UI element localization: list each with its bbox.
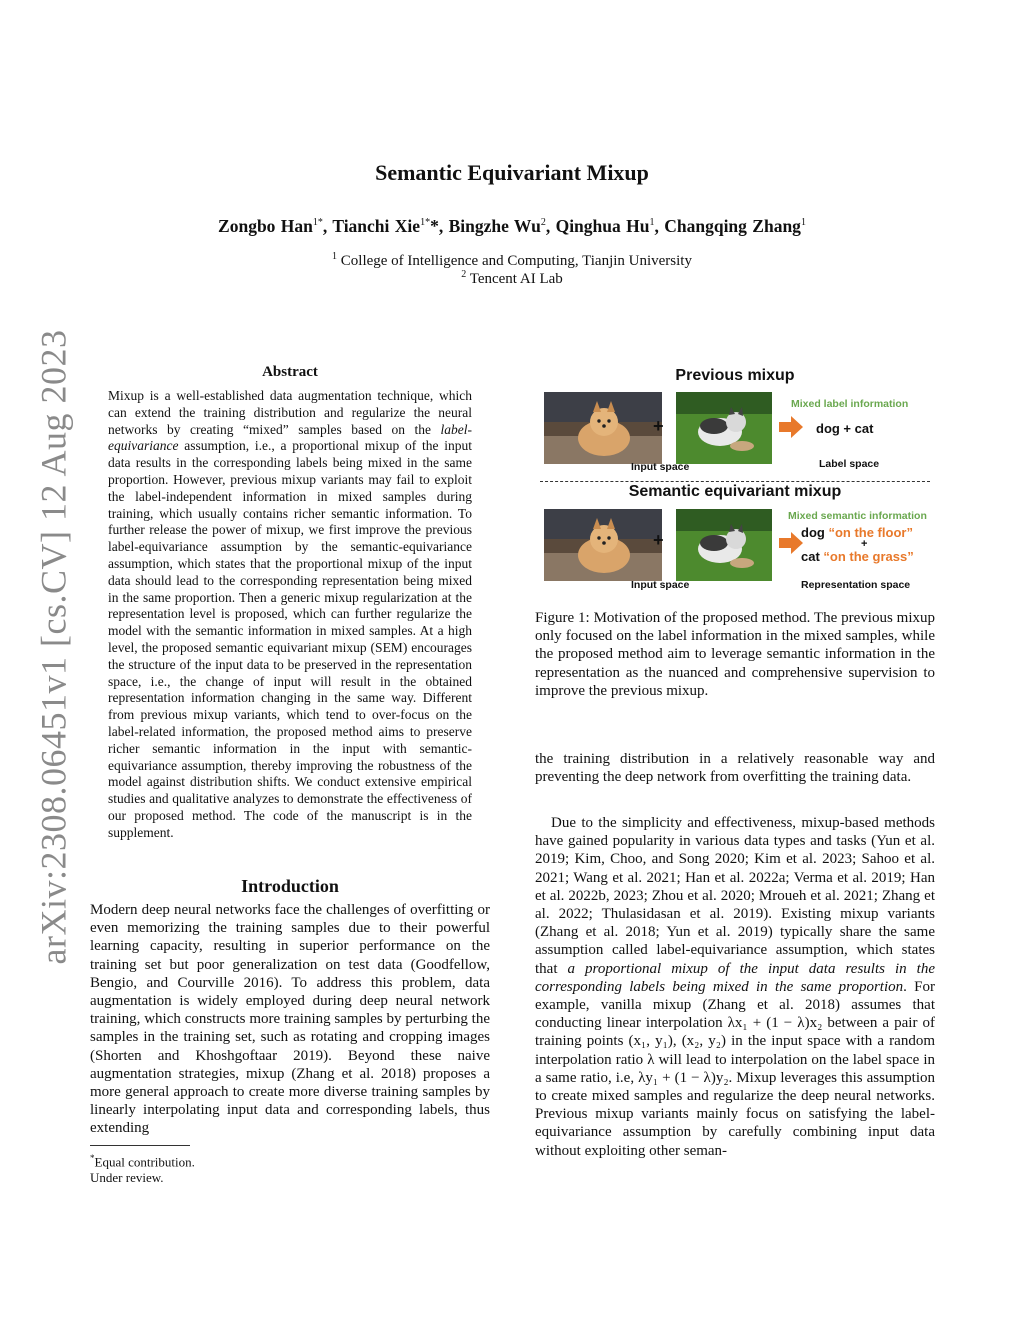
author-name: Qinghua Hu [555, 216, 650, 236]
abstract-body [108, 388, 472, 842]
plus-sign: + [653, 416, 664, 436]
author-sep: *, [430, 216, 449, 236]
arxiv-stamp-text: arXiv:2308.06451v1 [cs.CV] 12 Aug 2023 [33, 329, 73, 965]
figure-1 [535, 362, 935, 602]
author-sep: , [654, 216, 665, 236]
author-sup: 2 [540, 217, 546, 229]
introduction-body: Modern deep neural networks face the challenges of overfitting or even memorizing the training samples due to their powerful learning capacity, resulting in superior performance on the training set but poor generalization on test data (Goodfellow, Bengio, and Courville 2016). To address this problem, data augmentation is widely employed during deep neural network training, which constructs more training samples by perturbing the samples in the training set, such as rotating and cropping images (Shorten and Khoshgoftaar 2019). Beyond these naive augmentation strategies, mixup (Zhang et al. 2018) proposes a more general approach to create more diverse training samples by linearly interpolating input data and corresponding labels, thus extending [90, 902, 490, 1137]
right-column-paragraph-2 [535, 814, 935, 1160]
abstract-emphasis: label-equivariance [108, 421, 472, 454]
author-name: Changqing Zhang [664, 216, 801, 236]
cat-semantic-label [801, 549, 914, 564]
dog-image [544, 509, 662, 581]
cat-word: cat [801, 549, 820, 564]
affiliation-1 [0, 251, 1024, 270]
dog-word: dog [801, 525, 825, 540]
on-the-grass-phrase: “on the grass” [823, 549, 914, 564]
label-space-label: Label space [819, 458, 880, 470]
cat-image [676, 392, 772, 464]
abstract-heading: Abstract [262, 364, 318, 380]
arrow-icon [779, 532, 803, 554]
author-sup: 1* [420, 217, 431, 229]
author-name: Tianchi Xie [332, 216, 421, 236]
input-space-label: Input space [631, 461, 690, 473]
dog-plus-cat-label: dog + cat [816, 421, 874, 436]
on-the-floor-phrase: “on the floor” [828, 525, 913, 540]
abstract-text: assumption, i.e., a proportional mixup of the input data results in the corresponding labels being mixed in the same proportion. However, previous mixup variants may fail to exploit the label-independent information in mixed samples during training, which usually contains richer semantic information. To further release the power of mixup, we first improve the previous label-equivariance assumption by the semantic-equivariance assumption, which states that the proportional mixup of the input data should lead to the corresponding representation being mixed in the same proportion. Then a generic mixup regularization at the representation level is proposed, which can further regularize the model with the semantic information in mixed samples. At a high level, the proposed semantic equivariant mixup (SEM) encourages the structure of the input data to be preserved in the representation space, i.e., the change of input will result in the obtained representation information changing in the same way. Different from previous mixup variants, which tend to over-focus on the label-related information, the proposed method aims to preserve richer semantic information in the input with semantic-equivariance assumption, thereby improving the robustness of the model against distribution shifts. We conduct extensive empirical studies and qualitative analyzes to demonstrate the effectiveness of our proposed method. The code of the manuscript is in the supplement. [108, 438, 472, 840]
plus-sign: + [861, 538, 868, 550]
semantic-mixup-title: Semantic equivariant mixup [628, 483, 842, 500]
author-sup: 1* [312, 217, 323, 229]
author-sup: 1 [800, 217, 806, 229]
footnote [90, 1150, 195, 1186]
author-name: Bingzhe Wu [448, 216, 541, 236]
footnote-note: Under review. [90, 1170, 164, 1186]
author-sup: 1 [649, 217, 655, 229]
affiliation-2 [0, 269, 1024, 288]
dog-image [544, 392, 662, 464]
previous-mixup-title: Previous mixup [675, 367, 795, 384]
footnote-rule [90, 1145, 190, 1146]
affiliation-text: Tencent AI Lab [466, 271, 563, 287]
author-name: Zongbo Han [218, 216, 313, 236]
arrow-icon [779, 416, 803, 438]
mixed-semantic-info: Mixed semantic information [788, 510, 927, 522]
dashed-divider [540, 481, 930, 482]
affiliation-sup: 1 [332, 251, 338, 262]
author-sep: , [322, 216, 333, 236]
footnote-sup: * [90, 1153, 95, 1163]
representation-space-label: Representation space [801, 579, 911, 591]
right-column-paragraph-1: the training distribution in a relatively reasonable way and preventing the deep network from overfitting the training data. [535, 751, 935, 786]
paragraph-text: Due to the simplicity and effectiveness, mixup-based methods have gained popularity in various data types and tasks (Yun et al. 2019; Kim, Choo, and Song 2020; Kim et al. 2023; Sahoo et al. 2021; Wang et al. 2021; Han et al. 2022a; Verma et al. 2019; Han et al. 2022b, 2023; Zhou et al. 2020; Mroueh et al. 2021; Zhang et al. 2022; Thulasidasan et al. 2019). Existing mixup variants (Zhang et al. 2018; Yun et al. 2019) typically share the same assumption called label-equivariance assumption, which states that [535, 815, 935, 977]
dog-semantic-label [801, 525, 913, 540]
introduction-heading: Introduction [241, 876, 339, 896]
paper-title: Semantic Equivariant Mixup [375, 160, 649, 185]
author-list [0, 216, 1024, 237]
plus-sign: + [653, 530, 664, 550]
affiliation-text: College of Intelligence and Computing, Tianjin University [337, 253, 692, 269]
affiliation-sup: 2 [461, 269, 467, 280]
footnote-text: Equal contribution. [94, 1154, 195, 1170]
mixed-label-info: Mixed label information [791, 398, 909, 410]
abstract-text: Mixup is a well-established data augmentation technique, which can extend the training distribution and regularize the neural networks by creating “mixed” samples based on the [108, 388, 472, 437]
arxiv-stamp [28, 329, 78, 965]
paragraph-emphasis: a proportional mixup of the input data results in the corresponding labels being mixed in the same proportion [535, 960, 935, 995]
paragraph-text: . For example, vanilla mixup (Zhang et al. 2018) assumes that conducting linear interpolation λx₁ + (1 − λ)x₂ between a pair of training points (x₁, y₁), (x₂, y₂) in the input space with a random interpolation ratio λ will lead to interpolation on the label space in a same ratio, i.e, λy₁ + (1 − λ)y₂. Mixup leverages this assumption to create mixed samples and regularize the deep neural networks. Previous mixup variants mainly focus on satisfying the label-equivariance assumption by carefully combining input data without exploiting other seman- [535, 978, 935, 1159]
input-space-label: Input space [631, 579, 690, 591]
author-sep: , [545, 216, 556, 236]
figure-caption: Figure 1: Motivation of the proposed method. The previous mixup only focused on the label information in the mixed samples, while the proposed method aim to leverage semantic information in the representation as the nuanced and comprehensive supervision to improve the previous mixup. [535, 610, 935, 699]
cat-image [676, 509, 772, 581]
